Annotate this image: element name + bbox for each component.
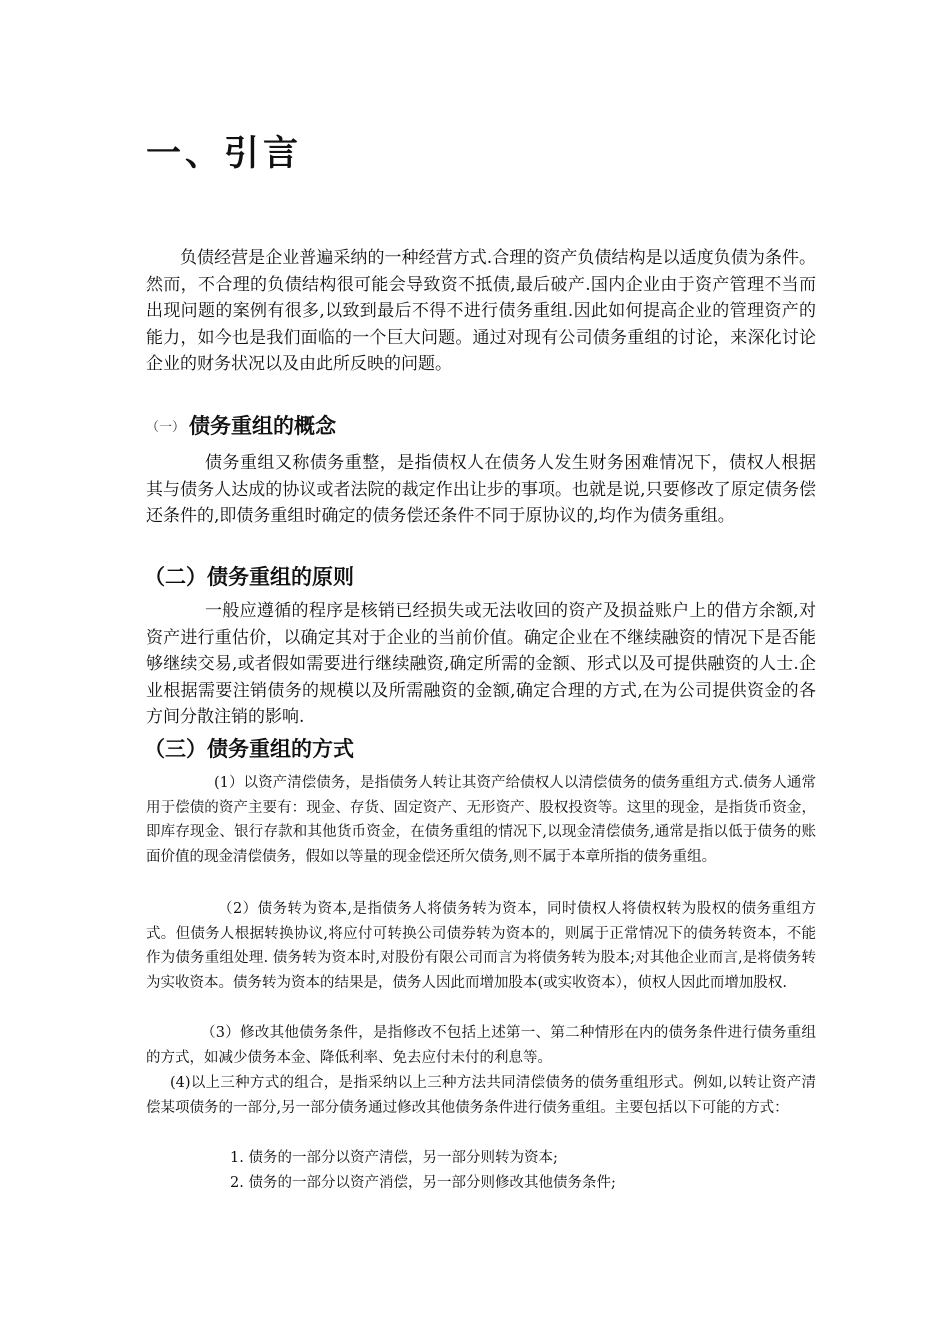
section2-heading: （二）债务重组的原则 — [144, 565, 354, 589]
chapter-title: 一、引言 — [146, 134, 303, 174]
section3-heading: （三）债务重组的方式 — [144, 737, 354, 761]
section1-prefix: （一） — [146, 420, 186, 435]
intro-paragraph: 负债经营是企业普遍采纳的一种经营方式.合理的资产负债结构是以适度负债为条件。然而，不合理的负债结构很可能会导致资不抵债,最后破产.国内企业由于资产管理不当而出现问题的案例有很多,以致到最后不得不进行债务重组.因此如何提高企业的管理资产的能力，如今也是我们面临的一个巨大问题。通过对现有公司债务重组的讨论，来深化讨论企业的财务状况以及由此所反映的问题。 — [146, 248, 816, 374]
list-item: 1. 债务的一部分以资产清偿，另一部分则转为资本; — [230, 1150, 558, 1166]
section3-item2: （2）债务转为资本,是指债务人将债务转为资本，同时债权人将债权转为股权的债务重组方式。但债务人根据转换协议,将应付可转换公司债券转为资本的，则属于正常情况下的债务转资本，不能作为债务重组处理. 债务转为资本时,对股份有限公司而言为将债务转为股本;对其他企业而言,是将债务转为实收资本。债务转为资本的结果是，债务人因此而增加股本(或实收资本），侦权人因此而增加股权. — [146, 901, 816, 991]
section3-item3: （3）修改其他债务条件，是指修改不包括上述第一、第二种情形在内的债务条件进行债务重组的方式，如减少债务本金、降低利率、免去应付未付的利息等。 — [146, 1025, 816, 1066]
section1-title: 债务重组的概念 — [189, 414, 337, 438]
section3-item1: (1）以资产清偿债务，是指债务人转让其资产给债权人以清偿债务的债务重组方式.债务人通常用于偿债的资产主要有：现金、存货、固定资产、无形资产、股权投资等。这里的现金，是指货币资金，即库存现金、银行存款和其他货币资金，在债务重组的情况下,以现金清偿债务,通常是指以低于债务的账面价值的现金清偿债务，假如以等量的现金偿还所欠债务,则不属于本章所指的债务重组。 — [146, 775, 816, 865]
section3-item4: (4)以上三种方式的组合，是指采纳以上三种方法共同清偿债务的债务重组形式。例如,以转让资产清偿某项债务的一部分,另一部分债务通过修改其他债务条件进行债务重组。主要包括以下可能的方式： — [146, 1075, 816, 1116]
section2-paragraph: 一般应遵循的程序是核销已经损失或无法收回的资产及损益账户上的借方余额,对资产进行重估价，以确定其对于企业的当前价值。确定企业在不继续融资的情况下是否能够继续交易,或者假如需要进行继续融资,确定所需的金额、形式以及可提供融资的人士.企业根据需要注销债务的规模以及所需融资的金额,确定合理的方式,在为公司提供资金的各方间分散注销的影响. — [146, 601, 816, 727]
section1-heading — [146, 410, 336, 440]
section1-paragraph: 债务重组又称债务重整，是指债权人在债务人发生财务困难情况下，债权人根据其与债务人达成的协议或者法院的裁定作出让步的事项。也就是说,只要修改了原定债务偿还条件的,即债务重组时确定的债务偿还条件不同于原协议的,均作为债务重组。 — [146, 453, 816, 526]
list-item: 2. 债务的一部分以资产消偿，另一部分则修改其他债务条件; — [230, 1175, 616, 1191]
